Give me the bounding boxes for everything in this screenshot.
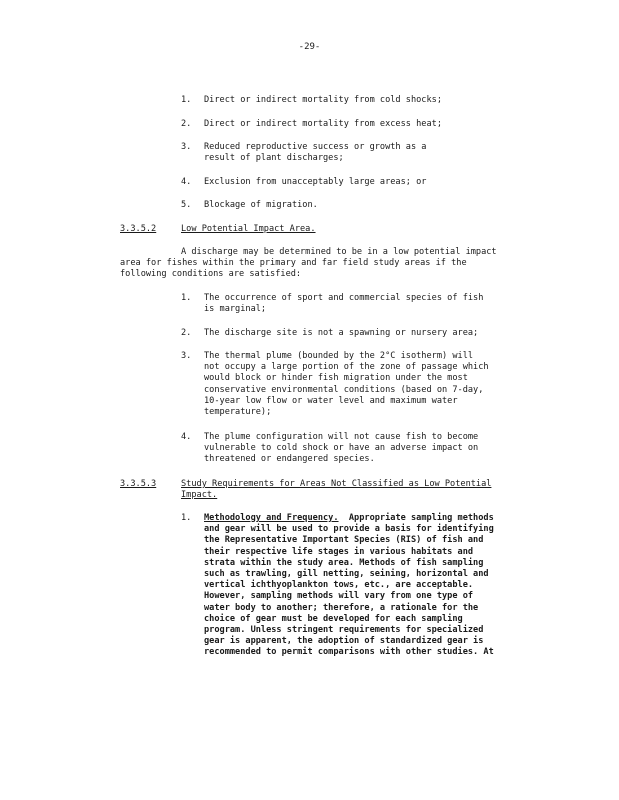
section-title: Low Potential Impact Area.	[181, 224, 316, 234]
list-item-number: 4.	[181, 177, 192, 187]
page-number: -29-	[298, 42, 321, 52]
list-item-number: 1.	[181, 513, 192, 523]
list-item	[181, 119, 521, 130]
methodology-item	[181, 513, 526, 659]
list-item	[181, 200, 521, 211]
list-item-number: 3.	[181, 142, 192, 152]
section-title-line: Impact.	[181, 490, 218, 501]
list-item-text: The discharge site is not a spawning or nursery area;	[204, 328, 479, 338]
methodology-first-line	[204, 513, 526, 524]
list-item-number: 2.	[181, 328, 192, 338]
list-item-text: Direct or indirect mortality from cold shocks;	[204, 95, 442, 105]
list-item	[181, 142, 521, 164]
list-item	[181, 293, 521, 315]
section-number: 3.3.5.3	[120, 479, 157, 489]
list-item-number: 4.	[181, 432, 192, 442]
section-title	[181, 479, 541, 501]
list-item-text: The occurrence of sport and commercial species of fish is marginal;	[204, 293, 484, 315]
list-item-number: 1.	[181, 293, 192, 303]
list-item	[181, 328, 521, 339]
list-item	[181, 177, 521, 188]
list-item-text: Direct or indirect mortality from excess heat;	[204, 119, 442, 129]
methodology-first-line-rest: Appropriate sampling methods	[338, 513, 494, 523]
list-item-text: Reduced reproductive success or growth as a result of plant discharges;	[204, 142, 427, 164]
list-item-text: The plume configuration will not cause fish to become vulnerable to cold shock or have an adverse impact on threatened or endangered species.	[204, 432, 479, 465]
methodology-body: and gear will be used to provide a basis for identifying the Representative Important Species (RIS) of fish and their respective life stages in various habitats and strata within the study area. Methods of fish sampling such as trawling, gill netting, seining, horizontal and vertical ichthyoplankton tows, etc., are acceptable. However, sampling methods will vary from one type of water body to another; therefore, a rationale for the choice of gear must be developed for each sampling program. Unless stringent requirements for specialized gear is apparent, the adoption of standardized gear is recommended to permit comparisons with other studies. At	[204, 524, 494, 658]
list-item-text: Blockage of migration.	[204, 200, 318, 210]
list-item-number: 2.	[181, 119, 192, 129]
list-item-number: 3.	[181, 351, 192, 361]
list-item-number: 5.	[181, 200, 192, 210]
methodology-heading: Methodology and Frequency.	[204, 513, 339, 523]
section-title-line: Study Requirements for Areas Not Classified as Low Potential	[181, 479, 492, 489]
list-item	[181, 432, 521, 466]
list-item-number: 1.	[181, 95, 192, 105]
list-item	[181, 351, 521, 418]
section-intro-paragraph: A discharge may be determined to be in a low potential impact area for fishes within the primary and far field study areas if the following conditions are satisfied:	[120, 247, 497, 280]
list-item-text: The thermal plume (bounded by the 2°C isotherm) will not occupy a large portion of the zone of passage which would block or hinder fish migration under the most conservative environmental conditions (based on 7-day, 10-year low flow or water level and maximum water temperature);	[204, 351, 489, 418]
section-number: 3.3.5.2	[120, 224, 157, 234]
list-item-text: Exclusion from unacceptably large areas; or	[204, 177, 427, 187]
list-item	[181, 95, 521, 106]
